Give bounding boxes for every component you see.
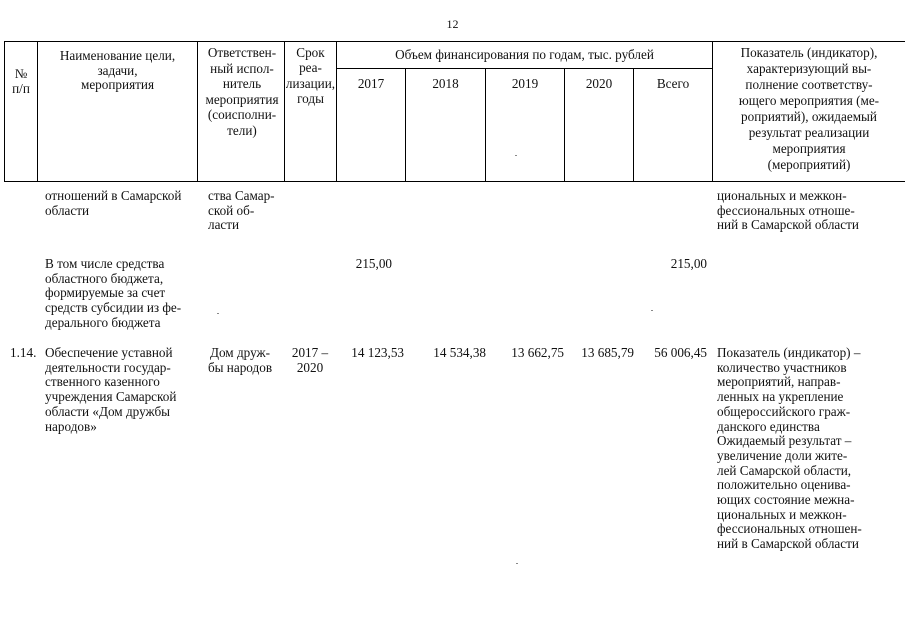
table-header xyxy=(4,41,905,182)
row-name: Обеспечение уставной деятельности государ- ственного казенного учреждения Самарской области «Дом дружбы народов» xyxy=(45,345,177,434)
page-number: 12 xyxy=(446,17,459,31)
row-term: 2017 – 2020 xyxy=(291,345,329,375)
continuation-indicator: циональных и межкон- фессиональных отноше- ний в Самарской области xyxy=(717,188,859,233)
subsidy-total: 215,00 xyxy=(670,256,707,271)
header-bottom-border xyxy=(4,181,905,182)
header-indicator: Показатель (индикатор), характеризующий вы- полнение соответству- ющего мероприятия (ме- роприятий), ожидаемый результат реализации мероприятия (мероприятий) xyxy=(738,45,880,172)
row-2019: 13 662,75 xyxy=(511,345,564,360)
row-2017: 14 123,53 xyxy=(351,345,404,360)
subsidy-name: В том числе средства областного бюджета, формируемые за счет средств субсидии из фе- дерального бюджета xyxy=(45,256,182,330)
header-num: № п/п xyxy=(12,66,30,96)
continuation-name: отношений в Самарской области xyxy=(45,188,182,218)
row-2018: 14 534,38 xyxy=(433,345,486,360)
header-year-2020: 2020 xyxy=(585,76,613,91)
continuation-executor: ства Самар- ской об- ласти xyxy=(208,188,275,233)
header-year-2019: 2019 xyxy=(511,76,539,91)
header-name: Наименование цели, задачи, мероприятия xyxy=(59,48,176,93)
col-border-0 xyxy=(4,41,5,182)
header-year-2017: 2017 xyxy=(357,76,385,91)
header-year-2018: 2018 xyxy=(432,76,459,91)
header-top-border xyxy=(4,41,905,42)
header-financing: Объем финансирования по годам, тыс. рублей xyxy=(395,47,654,62)
financing-divider xyxy=(336,68,712,69)
subsidy-2017: 215,00 xyxy=(355,256,392,271)
scan-speck xyxy=(515,155,517,156)
scan-speck xyxy=(516,563,518,564)
row-executor: Дом друж- бы народов xyxy=(207,345,273,375)
scan-speck xyxy=(651,310,653,311)
row-indicator: Показатель (индикатор) – количество участников мероприятий, направ- ленных на укрепление общероссийского граж- данского единства Ожидаемый результат – увеличение доли жите- лей Самарской области, положительно оценива- ющих состояние межна- циональных и межкон- фессиональных отношен- ний в Самарской области xyxy=(717,345,862,552)
scan-speck xyxy=(217,313,219,314)
row-total: 56 006,45 xyxy=(654,345,707,360)
header-term: Срок реа- лизации, годы xyxy=(285,45,336,107)
row-2020: 13 685,79 xyxy=(581,345,634,360)
row-number: 1.14. xyxy=(10,345,37,360)
header-total: Всего xyxy=(656,76,690,91)
header-executor: Ответствен- ный испол- нитель мероприятия (соисполни- тели) xyxy=(205,45,279,138)
